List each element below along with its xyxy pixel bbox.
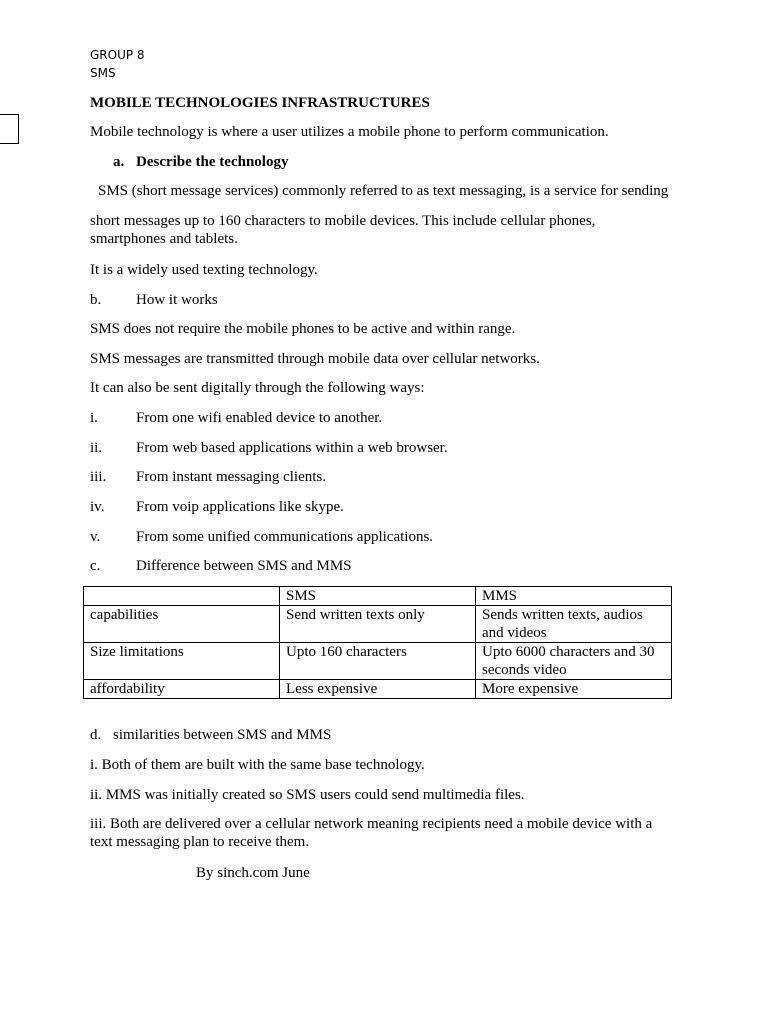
similarity-item: iii. Both are delivered over a cellular network meaning recipients need a mobile device with a text messaging plan to receive them. [90, 816, 653, 850]
section-d-heading: similarities between SMS and MMS [113, 727, 332, 743]
section-d-marker: d. [90, 727, 102, 743]
table-cell: More expensive [476, 680, 672, 699]
comparison-table [83, 586, 672, 699]
table-header-cell: SMS [280, 587, 476, 606]
section-b-heading: How it works [136, 292, 218, 308]
section-b-paragraph-1: SMS does not require the mobile phones to be active and within range. [90, 321, 516, 337]
list-item-marker: iii. [90, 469, 107, 485]
intro-paragraph: Mobile technology is where a user utilizes a mobile phone to perform communication. [90, 124, 609, 140]
document-title: MOBILE TECHNOLOGIES INFRASTRUCTURES [90, 95, 430, 111]
table-row [84, 643, 672, 680]
topic-label: SMS [90, 66, 116, 80]
list-item: From some unified communications applications. [136, 529, 434, 545]
section-a-paragraph-3: It is a widely used texting technology. [90, 262, 318, 278]
source-citation: By sinch.com June [196, 865, 310, 881]
section-c-marker: c. [90, 558, 101, 574]
table-header-cell [84, 587, 280, 606]
table-row [84, 606, 672, 643]
list-item: From one wifi enabled device to another. [136, 410, 383, 426]
list-item-marker: v. [90, 529, 101, 545]
section-a-paragraph-1: SMS (short message services) commonly referred to as text messaging, is a service for sending [98, 183, 669, 199]
table-cell: Sends written texts, audios and videos [476, 606, 672, 643]
table-header-cell: MMS [476, 587, 672, 606]
similarity-item: i. Both of them are built with the same base technology. [90, 757, 425, 773]
section-a-marker: a. [113, 154, 125, 170]
section-c-heading: Difference between SMS and MMS [136, 558, 352, 574]
list-item-marker: ii. [90, 440, 103, 456]
table-cell: Upto 160 characters [280, 643, 476, 680]
section-a-heading: Describe the technology [136, 154, 289, 170]
table-cell: Upto 6000 characters and 30 seconds video [476, 643, 672, 680]
section-b-paragraph-3: It can also be sent digitally through the following ways: [90, 380, 425, 396]
section-b-paragraph-2: SMS messages are transmitted through mobile data over cellular networks. [90, 351, 540, 367]
table-cell: Size limitations [84, 643, 280, 680]
table-cell: affordability [84, 680, 280, 699]
list-item: From voip applications like skype. [136, 499, 344, 515]
similarity-item: ii. MMS was initially created so SMS users could send multimedia files. [90, 787, 525, 803]
list-item: From instant messaging clients. [136, 469, 326, 485]
list-item: From web based applications within a web browser. [136, 440, 448, 456]
table-cell: capabilities [84, 606, 280, 643]
section-b-marker: b. [90, 292, 102, 308]
section-a-paragraph-2: short messages up to 160 characters to mobile devices. This include cellular phones, smartphones and tablets. [90, 213, 596, 247]
list-item-marker: iv. [90, 499, 105, 515]
table-row [84, 680, 672, 699]
table-cell: Less expensive [280, 680, 476, 699]
list-item-marker: i. [90, 410, 98, 426]
group-label: GROUP 8 [90, 48, 145, 62]
table-header-row [84, 587, 672, 606]
table-cell: Send written texts only [280, 606, 476, 643]
margin-marker-box [0, 114, 19, 144]
